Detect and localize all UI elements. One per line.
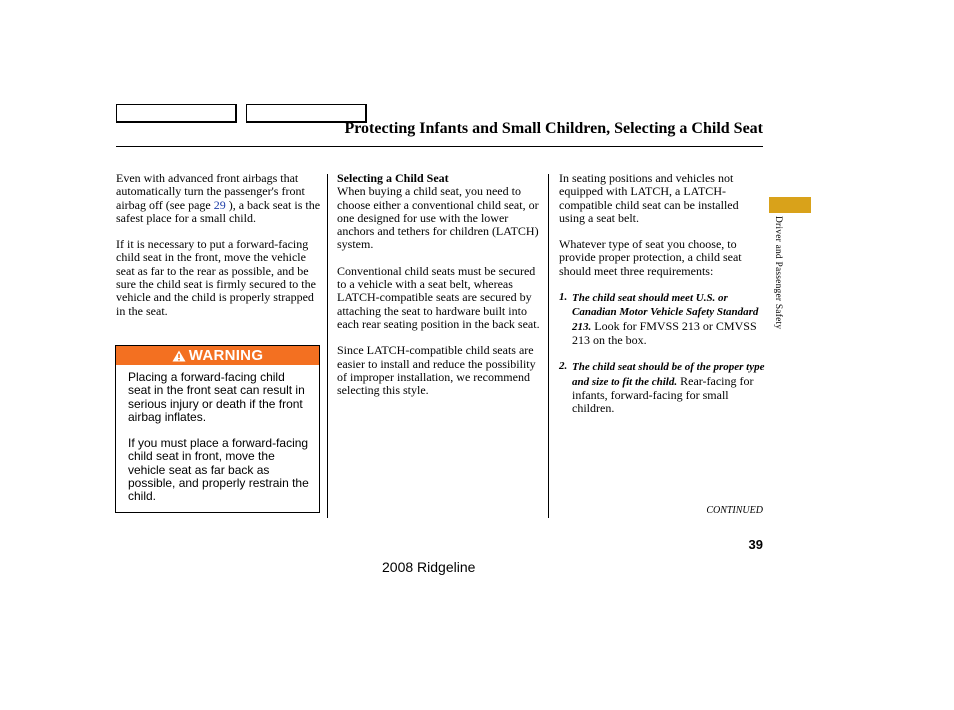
column-2 bbox=[337, 172, 541, 410]
continued-label: CONTINUED bbox=[706, 505, 763, 516]
requirement-1-text: Look for FMVSS 213 or CMVSS 213 on the box. bbox=[572, 318, 757, 347]
warning-box bbox=[115, 345, 320, 513]
requirement-1 bbox=[559, 291, 765, 347]
requirement-1-number: 1. bbox=[559, 291, 568, 304]
requirements-intro: Whatever type of seat you choose, to provide proper protection, a child seat should meet three requirements: bbox=[559, 237, 742, 278]
page-title: Protecting Infants and Small Children, Selecting a Child Seat bbox=[344, 120, 763, 137]
warning-label: WARNING bbox=[188, 347, 264, 364]
selecting-paragraph-1: When buying a child seat, you need to choose either a conventional child seat, or one designed for use with the lower anchors and tethers for children (LATCH) system. bbox=[337, 184, 539, 252]
selecting-paragraph-2: Conventional child seats must be secured to a vehicle with a seat belt, whereas LATCH-compatible seats are secured by attaching the seat to hardware built into each rear seating position in the back seat. bbox=[337, 263, 540, 331]
column-3 bbox=[559, 172, 765, 428]
warning-triangle-icon bbox=[172, 350, 186, 362]
forward-facing-paragraph: If it is necessary to put a forward-facing child seat in the front, move the vehicle seat as far to the rear as possible, and be sure the child seat is firmly secured to the vehicle and the child is properly strapped in the seat. bbox=[116, 237, 316, 318]
page-number: 39 bbox=[748, 537, 763, 552]
title-divider bbox=[116, 146, 763, 147]
requirement-2 bbox=[559, 360, 765, 415]
intro-paragraph bbox=[116, 172, 322, 225]
column-divider-1 bbox=[327, 174, 328, 518]
column-divider-2 bbox=[548, 174, 549, 518]
column-1 bbox=[116, 172, 322, 331]
intro-text-after: ), a back seat is the safest place for a small child. bbox=[116, 197, 321, 225]
warning-header bbox=[116, 346, 319, 365]
warning-paragraph-1: Placing a forward-facing child seat in the front seat can result in serious injury or death if the front airbag inflates. bbox=[128, 370, 305, 424]
section-tab-label: Driver and Passenger Safety bbox=[773, 216, 783, 330]
requirement-2-title: The child seat should be of the proper type and size to fit the child. bbox=[572, 361, 765, 388]
latch-paragraph: In seating positions and vehicles not equipped with LATCH, a LATCH-compatible child seat can be installed using a seat belt. bbox=[559, 171, 739, 225]
section-heading: Selecting a Child Seat bbox=[337, 171, 449, 185]
requirement-1-title: The child seat should meet U.S. or Canadian Motor Vehicle Safety Standard 213. bbox=[572, 292, 759, 333]
requirement-2-number: 2. bbox=[559, 360, 568, 373]
intro-text-before: Even with advanced front airbags that automatically turn the passenger's front airbag off (see page bbox=[116, 171, 305, 212]
selecting-paragraph-3: Since LATCH-compatible child seats are easier to install and reduce the possibility of improper installation, we recommend selecting this style. bbox=[337, 343, 536, 398]
section-tab-marker bbox=[769, 197, 811, 213]
footer-model: 2008 Ridgeline bbox=[382, 559, 476, 575]
warning-paragraph-2: If you must place a forward-facing child seat in front, move the vehicle seat as far back as possible, and properly restrain the child. bbox=[128, 436, 309, 504]
page-29-link[interactable]: 29 bbox=[213, 197, 226, 212]
requirement-2-text: Rear-facing for infants, forward-facing for small children. bbox=[572, 373, 754, 416]
